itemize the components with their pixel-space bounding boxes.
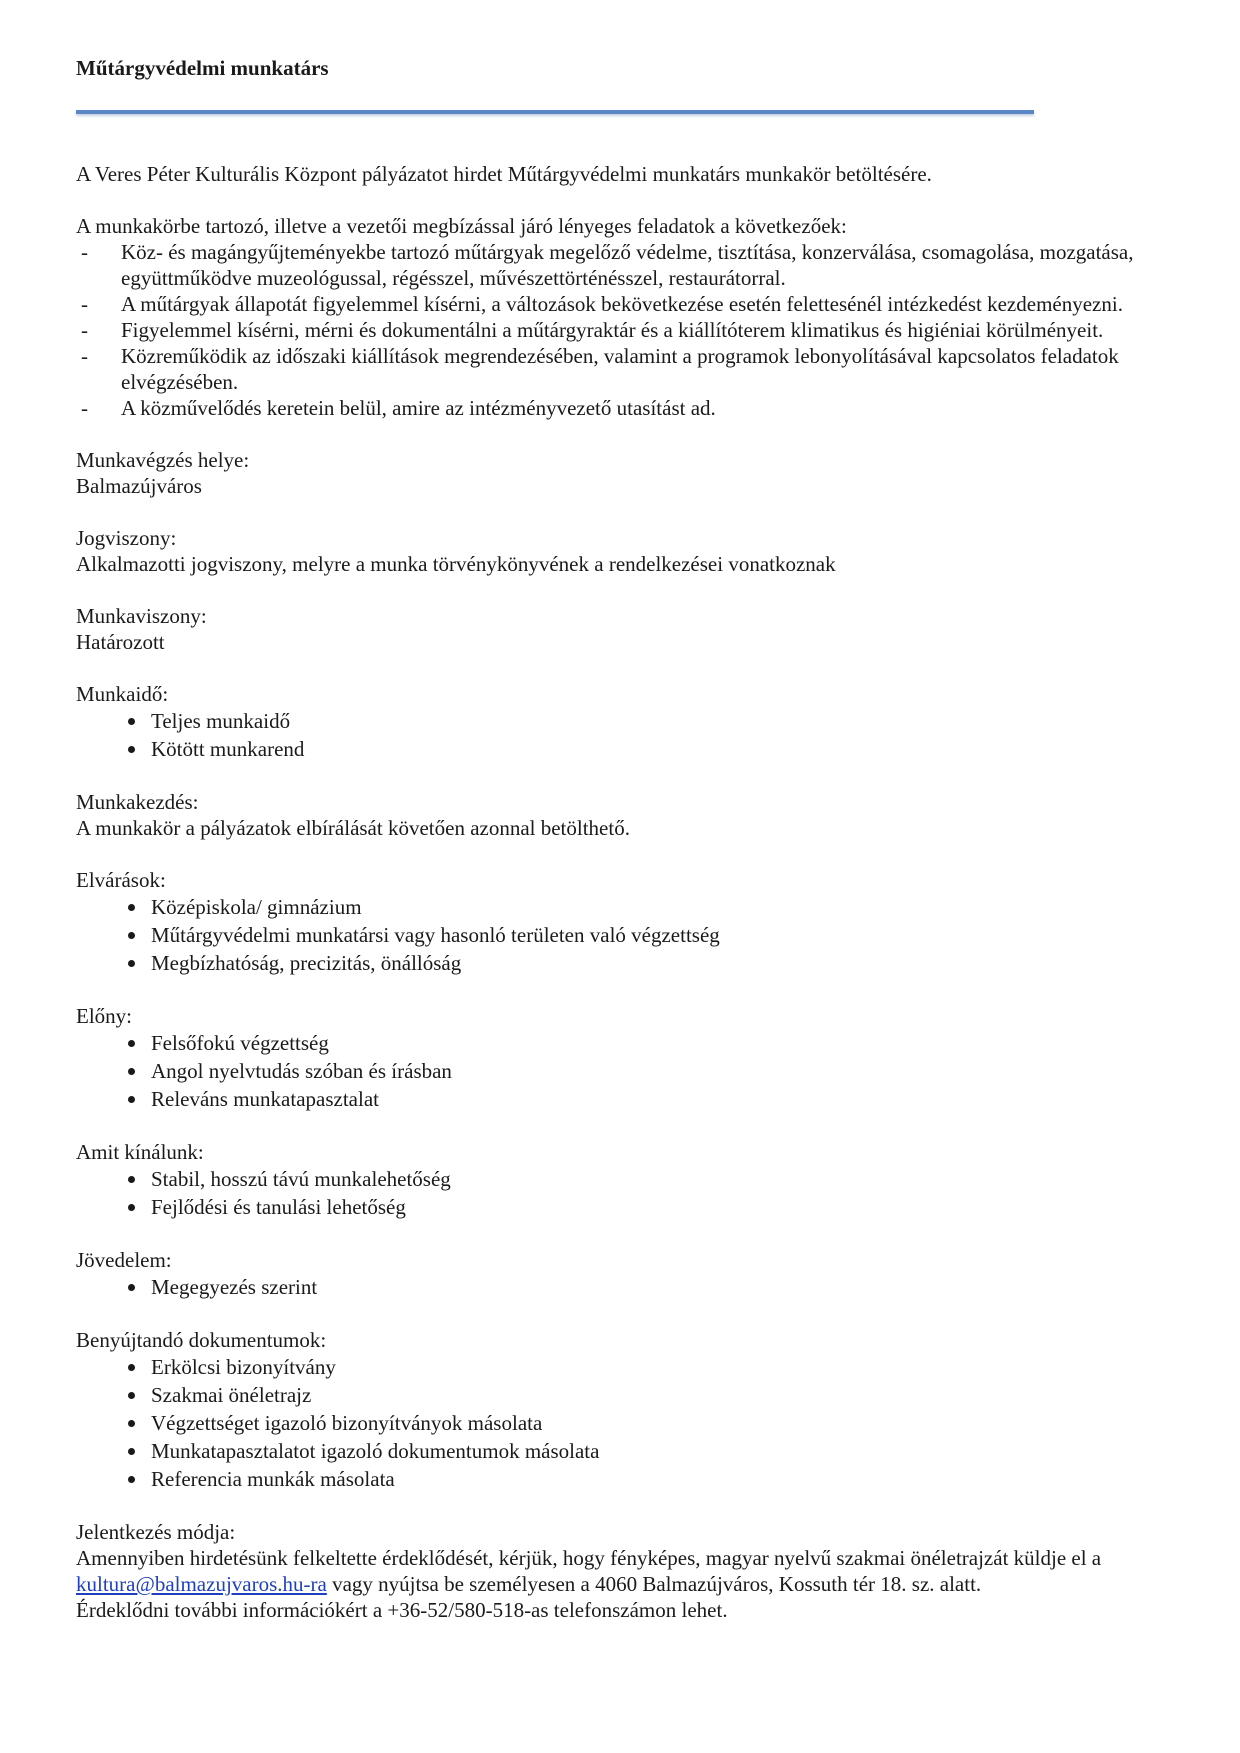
place-label: Munkavégzés helye: (76, 448, 250, 472)
intro-text: A Veres Péter Kulturális Központ pályázatot hirdet Műtárgyvédelmi munkatárs munkakör betöltésére. (76, 162, 932, 186)
list-item: Referencia munkák másolata (76, 1465, 1166, 1493)
documents-list (76, 1353, 1166, 1493)
place-value: Balmazújváros (76, 474, 202, 498)
list-item: - Közreműködik az időszaki kiállítások megrendezésében, valamint a programok lebonyolításával kapcsolatos feladatok elvégzésében. (81, 344, 1119, 394)
income-label: Jövedelem: (76, 1248, 172, 1272)
apply-text: Amennyiben hirdetésünk felkeltette érdeklődését, kérjük, hogy fényképes, magyar nyelvű szakmai önéletrajzát küldje el a kultura@balmazujvaros.hu-ra vagy nyújtsa be személyesen a 4060 Balmazújváros, Kossuth tér 18. sz. alatt. (76, 1546, 1102, 1596)
offer-label: Amit kínálunk: (76, 1140, 204, 1164)
bullet-icon (128, 960, 135, 967)
requirements-list (76, 893, 1166, 977)
page-title: Műtárgyvédelmi munkatárs (76, 56, 329, 80)
list-item: Angol nyelvtudás szóban és írásban (76, 1057, 1166, 1085)
list-item: Munkatapasztalatot igazoló dokumentumok másolata (76, 1437, 1166, 1465)
bullet-icon (128, 1068, 135, 1075)
tasks-list (76, 239, 1166, 421)
list-item: - A műtárgyak állapotát figyelemmel kísérni, a változások bekövetkezése esetén felettesénél intézkedést kezdeményezni. (81, 292, 1123, 316)
legal-label: Jogviszony: (76, 526, 177, 550)
bullet-icon (128, 1476, 135, 1483)
list-item: Megbízhatóság, precizitás, önállóság (76, 949, 1166, 977)
advantage-label: Előny: (76, 1004, 132, 1028)
bullet-icon (128, 718, 135, 725)
documents-label: Benyújtandó dokumentumok: (76, 1328, 327, 1352)
list-item: Kötött munkarend (76, 735, 1166, 763)
list-item: Erkölcsi bizonyítvány (76, 1353, 1166, 1381)
legal-value: Alkalmazotti jogviszony, melyre a munka törvénykönyvének a rendelkezései vonatkoznak (76, 552, 836, 576)
income-list (76, 1273, 1166, 1301)
employment-label: Munkaviszony: (76, 604, 207, 628)
list-item: Fejlődési és tanulási lehetőség (76, 1193, 1166, 1221)
list-item: Megegyezés szerint (76, 1273, 1166, 1301)
apply-label: Jelentkezés módja: (76, 1520, 236, 1544)
document-body (76, 161, 1166, 1623)
start-label: Munkakezdés: (76, 790, 199, 814)
list-item: Műtárgyvédelmi munkatársi vagy hasonló területen való végzettség (76, 921, 1166, 949)
start-value: A munkakör a pályázatok elbírálását követően azonnal betölthető. (76, 816, 630, 840)
employment-value: Határozott (76, 630, 165, 654)
worktime-label: Munkaidő: (76, 682, 169, 706)
list-item: - Figyelemmel kísérni, mérni és dokumentálni a műtárgyraktár és a kiállítóterem klimatikus és higiéniai körülményeit. (81, 318, 1104, 342)
bullet-icon (128, 746, 135, 753)
list-item: Végzettséget igazoló bizonyítványok másolata (76, 1409, 1166, 1437)
bullet-icon (128, 1420, 135, 1427)
list-item: Szakmai önéletrajz (76, 1381, 1166, 1409)
list-item: Felsőfokú végzettség (76, 1029, 1166, 1057)
tasks-heading: A munkakörbe tartozó, illetve a vezetői megbízással járó lényeges feladatok a következőek: (76, 214, 847, 238)
list-item: - Köz- és magángyűjteményekbe tartozó műtárgyak megelőző védelme, tisztítása, konzerválása, csomagolása, mozgatása, együttműködve muzeológussal, régésszel, művészettörténésszel, restaurátorral. (81, 240, 1134, 290)
list-item: Középiskola/ gimnázium (76, 893, 1166, 921)
bullet-icon (128, 1284, 135, 1291)
list-item: Stabil, hosszú távú munkalehetőség (76, 1165, 1166, 1193)
list-item: Releváns munkatapasztalat (76, 1085, 1166, 1113)
title-divider (76, 110, 1034, 114)
bullet-icon (128, 1096, 135, 1103)
email-link[interactable]: kultura@balmazujvaros.hu-ra (76, 1572, 327, 1596)
bullet-icon (128, 1040, 135, 1047)
list-item: Teljes munkaidő (76, 707, 1166, 735)
bullet-icon (128, 1364, 135, 1371)
bullet-icon (128, 1392, 135, 1399)
bullet-icon (128, 904, 135, 911)
bullet-icon (128, 932, 135, 939)
bullet-icon (128, 1448, 135, 1455)
worktime-list (76, 707, 1166, 763)
offer-list (76, 1165, 1166, 1221)
advantage-list (76, 1029, 1166, 1113)
bullet-icon (128, 1204, 135, 1211)
apply-info: Érdeklődni további információkért a +36-52/580-518-as telefonszámon lehet. (76, 1598, 728, 1622)
requirements-label: Elvárások: (76, 868, 166, 892)
bullet-icon (128, 1176, 135, 1183)
list-item: - A közművelődés keretein belül, amire az intézményvezető utasítást ad. (81, 396, 716, 420)
